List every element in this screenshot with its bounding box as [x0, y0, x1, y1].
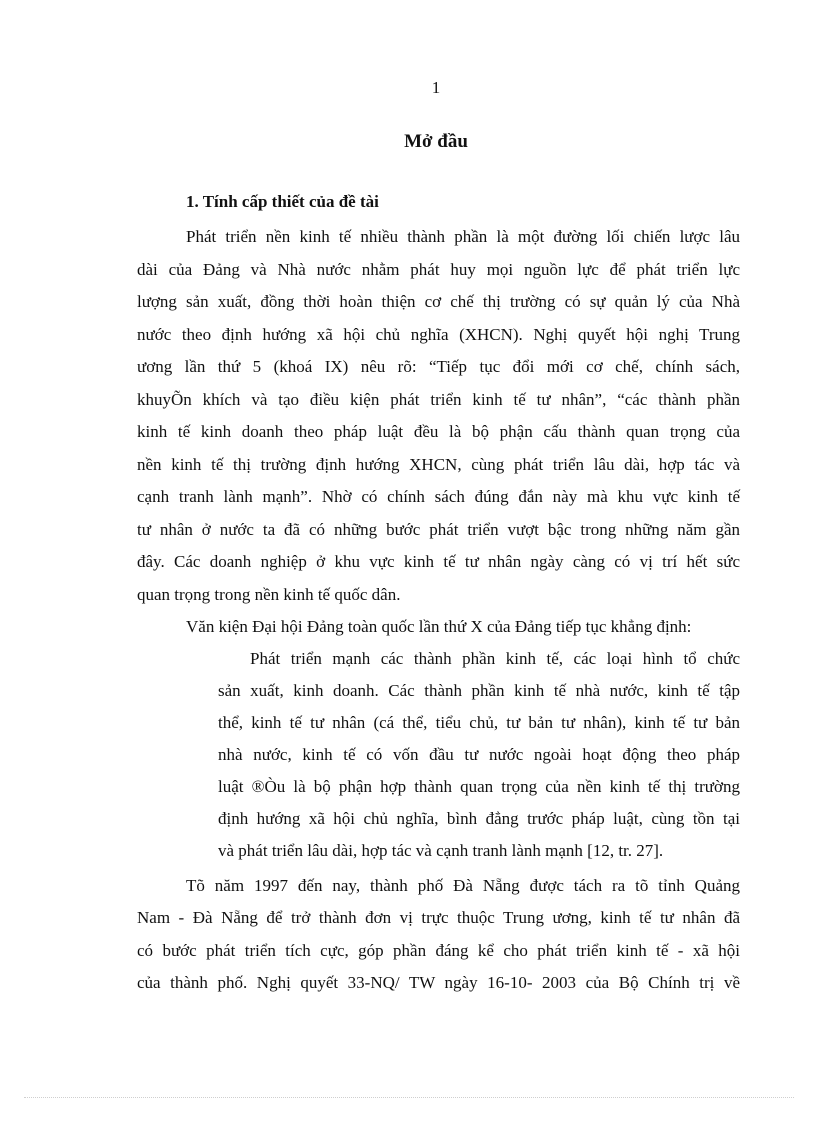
paragraph-1-line: ương lần thứ 5 (khoá IX) nêu rõ: “Tiếp tục đổi mới cơ chế, chính sách,	[137, 357, 740, 376]
quote-line: thể, kinh tế tư nhân (cá thể, tiểu chủ, tư bản tư nhân), kinh tế tư bản	[218, 713, 740, 732]
paragraph-1-line: cạnh tranh lành mạnh”. Nhờ có chính sách đúng đắn này mà khu vực kinh tế	[137, 487, 740, 506]
paragraph-1-line: dài của Đảng và Nhà nước nhằm phát huy mọi nguồn lực để phát triển lực	[137, 260, 740, 279]
quote-line: nhà nước, kinh tế có vốn đầu tư nước ngoài hoạt động theo pháp	[218, 745, 740, 764]
section-heading: 1. Tính cấp thiết của đề tài	[186, 192, 379, 211]
paragraph-3-line: Tõ năm 1997 đến nay, thành phố Đà Nẵng được tách ra tõ tỉnh Quảng	[186, 876, 740, 895]
paragraph-3-line: của thành phố. Nghị quyết 33-NQ/ TW ngày 16-10- 2003 của Bộ Chính trị về	[137, 973, 740, 992]
paragraph-1-line: nước theo định hướng xã hội chủ nghĩa (XHCN). Nghị quyết hội nghị Trung	[137, 325, 740, 344]
paragraph-1-line: tư nhân ở nước ta đã có những bước phát triển vượt bậc trong những năm gần	[137, 520, 740, 539]
paragraph-2-line: Văn kiện Đại hội Đảng toàn quốc lần thứ X của Đảng tiếp tục khẳng định:	[186, 617, 692, 636]
quote-line: Phát triển mạnh các thành phần kinh tế, các loại hình tổ chức	[250, 649, 740, 668]
quote-line: định hướng xã hội chủ nghĩa, bình đẳng trước pháp luật, cùng tồn tại	[218, 809, 740, 828]
quote-line: và phát triển lâu dài, hợp tác và cạnh tranh lành mạnh [12, tr. 27].	[218, 841, 664, 860]
quote-line: luật ®Òu là bộ phận hợp thành quan trọng của nền kinh tế thị trường	[218, 777, 740, 796]
page-bottom-divider	[24, 1097, 794, 1098]
paragraph-1-line: lượng sản xuất, đồng thời hoàn thiện cơ chế thị trường có sự quản lý của Nhà	[137, 292, 740, 311]
paragraph-3-line: có bước phát triển tích cực, góp phần đáng kể cho phát triển kinh tế - xã hội	[137, 941, 740, 960]
quote-line: sản xuất, kinh doanh. Các thành phần kinh tế nhà nước, kinh tế tập	[218, 681, 740, 700]
document-title: Mở đầu	[404, 131, 468, 152]
paragraph-1-line: Phát triển nền kinh tế nhiều thành phần là một đường lối chiến lược lâu	[186, 227, 740, 246]
paragraph-1-line: đây. Các doanh nghiệp ở khu vực kinh tế tư nhân ngày càng có vị trí hết sức	[137, 552, 740, 571]
paragraph-1-line: kinh tế kinh doanh theo pháp luật đều là bộ phận cấu thành quan trọng của	[137, 422, 740, 441]
paragraph-1-line: nền kinh tế thị trường định hướng XHCN, cùng phát triển lâu dài, hợp tác và	[137, 455, 740, 474]
page-number: 1	[431, 78, 441, 97]
paragraph-3-line: Nam - Đà Nẵng để trở thành đơn vị trực thuộc Trung ương, kinh tế tư nhân đã	[137, 908, 740, 927]
paragraph-1-line: quan trọng trong nền kinh tế quốc dân.	[137, 585, 401, 604]
paragraph-1-line: khuyÕn khích và tạo điều kiện phát triển kinh tế tư nhân”, “các thành phần	[137, 390, 740, 409]
